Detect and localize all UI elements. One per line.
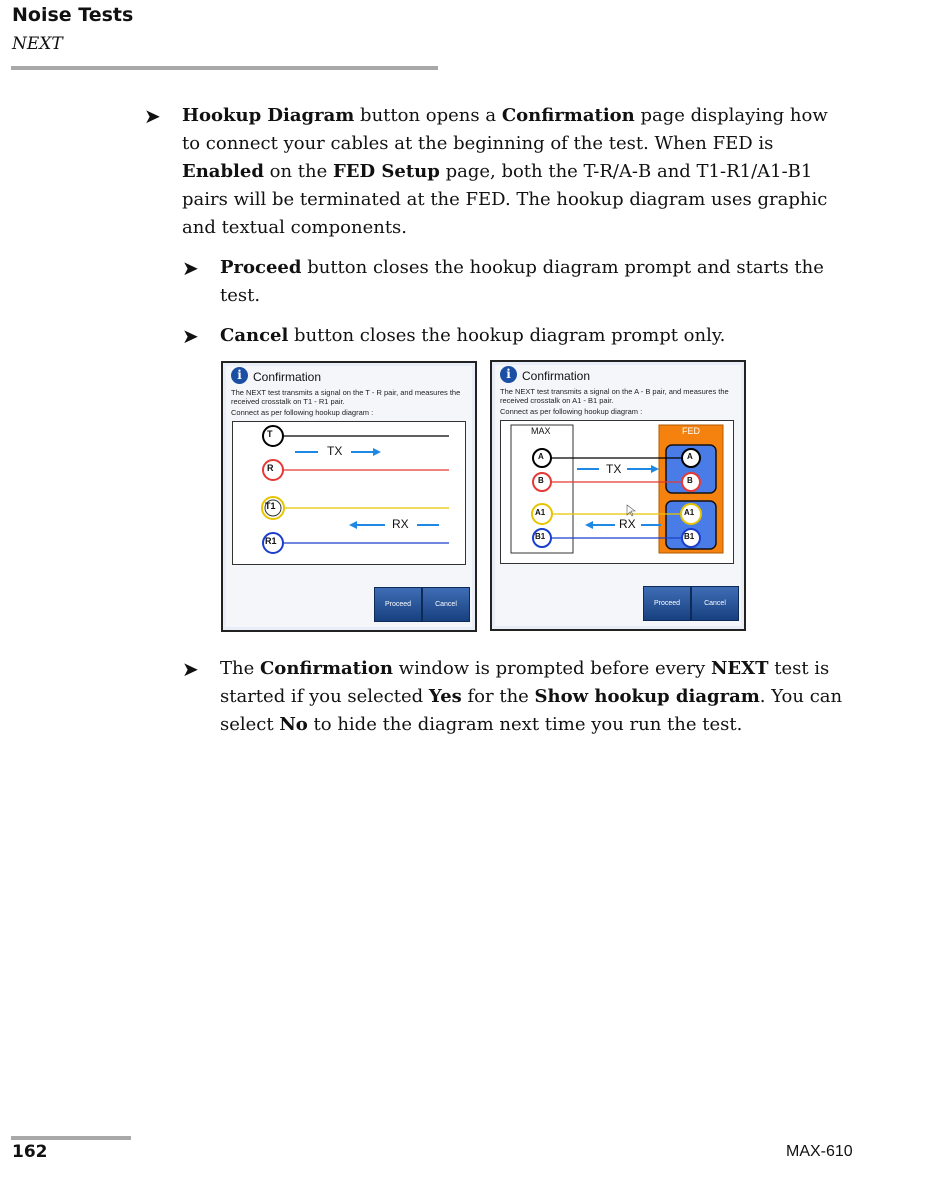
- fed-terminal-b-label: B: [687, 476, 693, 485]
- terminal-a-label: A: [538, 452, 544, 461]
- hookup-diagram: [232, 421, 466, 565]
- bullet-arrow-icon: ➤: [144, 104, 161, 128]
- bullet-arrow-icon: ➤: [182, 256, 199, 280]
- terminal-r1-label: R1: [265, 536, 277, 546]
- cancel-button[interactable]: Cancel: [691, 586, 739, 621]
- bullet-hookup-diagram: ➤ Hookup Diagram button opens a Confirmation page displaying how to connect your cables at the beginning of the test. When FED is Enabled on the FED Setup page, both the T-R/A-B and T1-R1/A1-B1 pairs will be terminated at the FED. The hookup diagram uses graphic and textual components.: [144, 104, 828, 238]
- bullet-proceed: ➤ Proceed button closes the hookup diagram prompt and starts the test.: [182, 256, 824, 306]
- dialog-description: The NEXT test transmits a signal on the A - B pair, and measures the received crosstalk on A1 - B1 pair.: [500, 387, 729, 405]
- product-model: MAX-610: [786, 1143, 853, 1160]
- terminal-b-label: B: [538, 476, 544, 485]
- terminal-t-label: T: [267, 429, 273, 439]
- fed-terminal-a1-label: A1: [684, 508, 695, 517]
- dialog-instruction: Connect as per following hookup diagram :: [500, 407, 643, 416]
- bullet-arrow-icon: ➤: [182, 324, 199, 348]
- bullet-cancel: ➤ Cancel button closes the hookup diagram prompt only.: [182, 324, 726, 348]
- hookup-diagram-graphic: [501, 421, 733, 563]
- fed-label: FED: [682, 426, 700, 436]
- hookup-diagram: [500, 420, 734, 564]
- page-header-subtitle: NEXT: [12, 34, 63, 54]
- rx-label: RX: [619, 517, 636, 531]
- dialog-title: Confirmation: [253, 370, 322, 384]
- screenshot-confirmation-fed: [490, 360, 746, 631]
- terminal-b1-label: B1: [535, 532, 546, 541]
- dialog-instruction: Connect as per following hookup diagram :: [231, 408, 374, 417]
- max-label: MAX: [531, 426, 551, 436]
- info-icon: i: [231, 367, 248, 384]
- tx-label: TX: [327, 444, 343, 458]
- terminal-t1-label: T1: [265, 501, 276, 511]
- cancel-button[interactable]: Cancel: [422, 587, 470, 622]
- fed-terminal-b1-label: B1: [684, 532, 695, 541]
- tx-label: TX: [606, 462, 622, 476]
- terminal-a1-label: A1: [535, 508, 546, 517]
- footer-rule: [11, 1136, 131, 1140]
- rx-label: RX: [392, 517, 409, 531]
- bullet-arrow-icon: ➤: [182, 657, 199, 681]
- proceed-button[interactable]: Proceed: [374, 587, 422, 622]
- screenshot-confirmation-no-fed: [221, 361, 477, 632]
- info-icon: i: [500, 366, 517, 383]
- proceed-button[interactable]: Proceed: [643, 586, 691, 621]
- fed-terminal-a-label: A: [687, 452, 693, 461]
- bullet-confirmation-window: ➤ The Confirmation window is prompted before every NEXT test is started if you selected Yes for the Show hookup diagram. You can select No to hide the diagram next time you run the test.: [182, 657, 843, 735]
- terminal-r-label: R: [267, 463, 274, 473]
- header-rule: [11, 66, 438, 70]
- page-header-title: Noise Tests: [12, 4, 134, 26]
- dialog-description: The NEXT test transmits a signal on the T - R pair, and measures the received crosstalk on T1 - R1 pair.: [231, 388, 461, 406]
- page-number: 162: [12, 1142, 48, 1162]
- dialog-title: Confirmation: [522, 369, 591, 383]
